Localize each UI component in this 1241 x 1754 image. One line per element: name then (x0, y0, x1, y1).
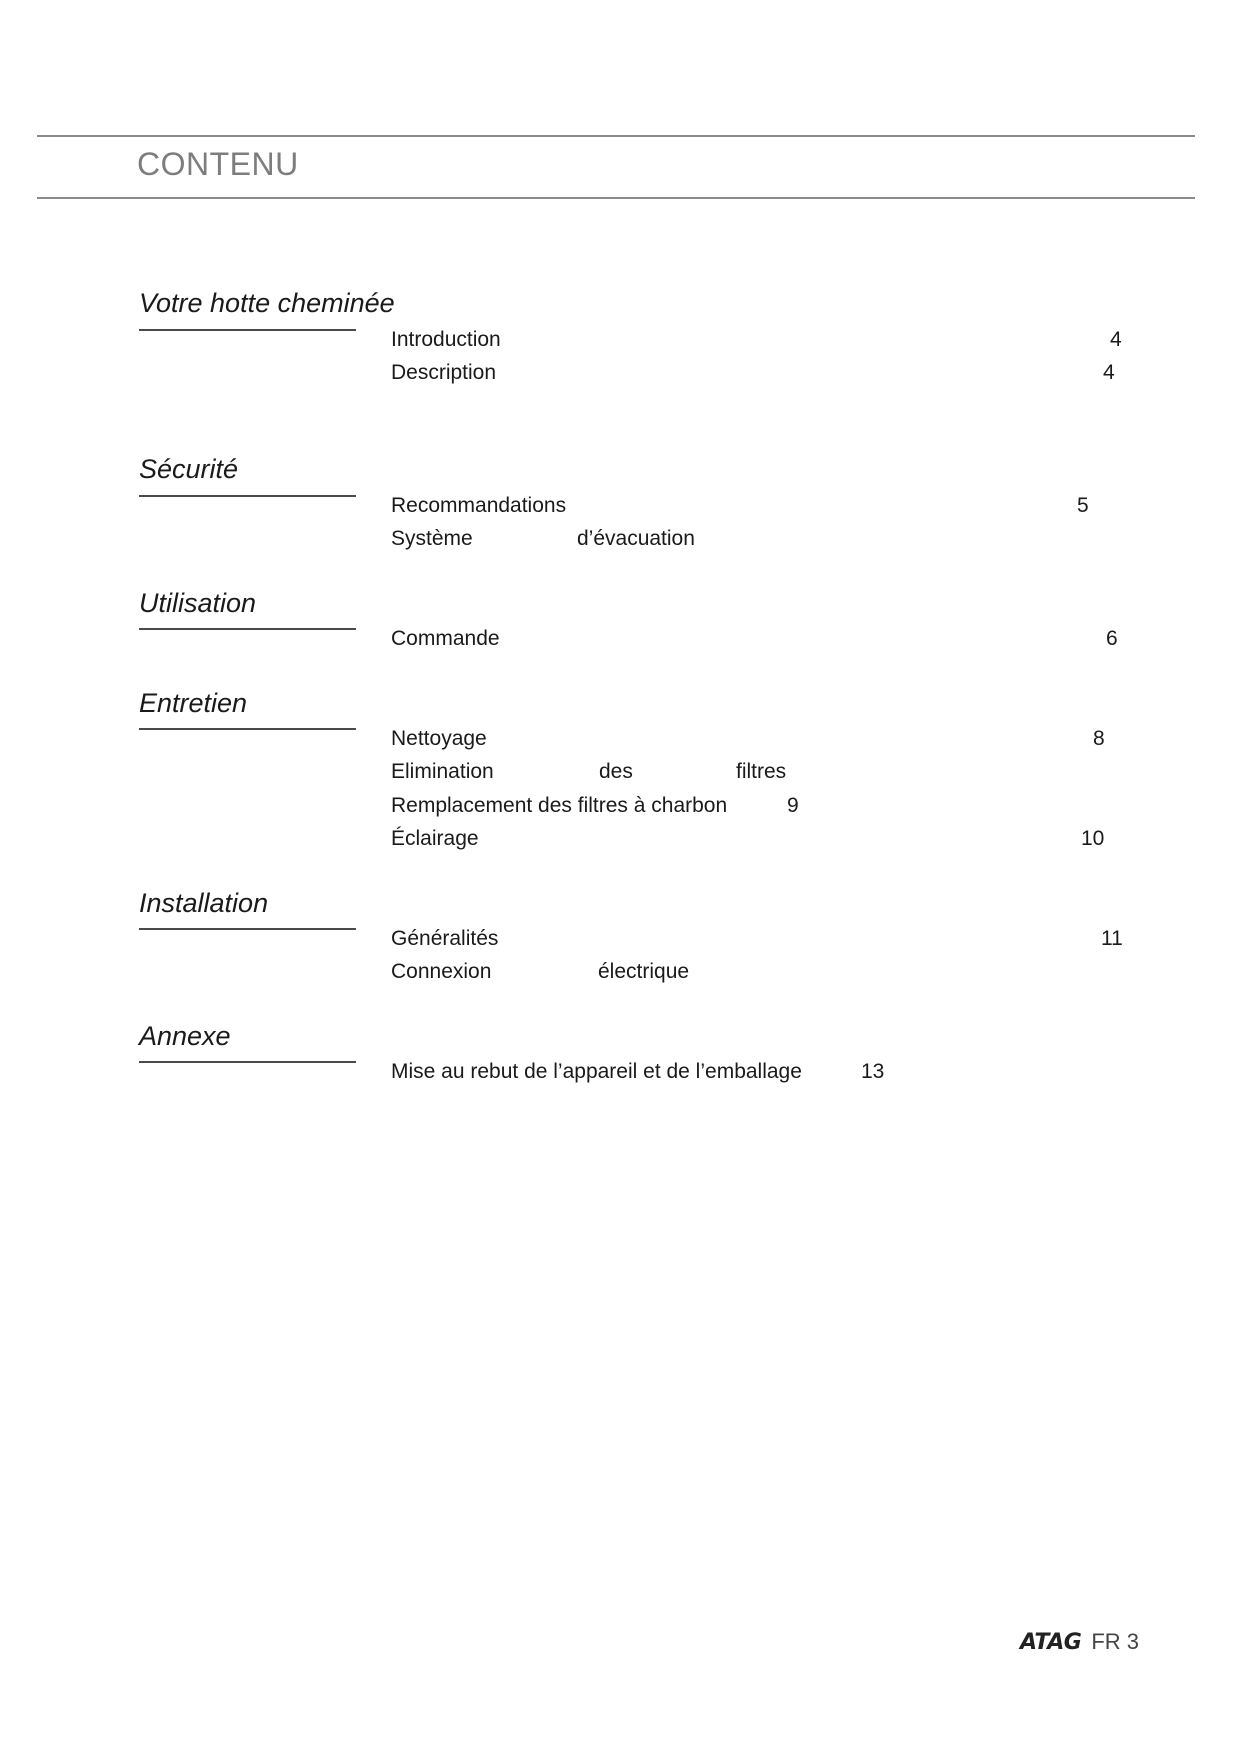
brand-logo: ATAG (1020, 1630, 1082, 1655)
page-number: 10 (1081, 827, 1105, 850)
toc-entry-eclairage[interactable]: Éclairage (391, 827, 479, 850)
entry-word: des (599, 760, 633, 783)
section-underline (139, 329, 356, 331)
header-top-rule (37, 135, 1195, 137)
section-title: Votre hotte cheminée (139, 288, 395, 318)
entry-word: Connexion (391, 960, 492, 983)
section-title: Installation (139, 888, 269, 918)
entry-word: filtres (736, 760, 787, 783)
toc-entry-description[interactable]: Description (391, 361, 497, 384)
section-underline (139, 928, 356, 930)
toc-entry-remplacement-filtres[interactable]: Remplacement des filtres à charbon (391, 794, 728, 817)
section-underline (139, 628, 356, 630)
page-number: 5 (1077, 494, 1089, 517)
page-number: 6 (1106, 627, 1118, 650)
section-title: Sécurité (139, 454, 239, 484)
page-number: 9 (787, 794, 799, 817)
page-footer (1020, 1629, 1139, 1655)
toc-entry-connexion-electrique[interactable] (391, 959, 690, 985)
entry-word: électrique (598, 960, 690, 983)
section-annexe (139, 1020, 231, 1052)
entry-word: Elimination (391, 760, 494, 783)
entry-word: d’évacuation (577, 527, 695, 550)
entry-word: Système (391, 527, 473, 550)
section-securite (139, 453, 238, 485)
toc-entry-recommandations[interactable]: Recommandations (391, 494, 567, 517)
page-number: 4 (1103, 361, 1115, 384)
section-installation (139, 887, 268, 919)
footer-page-label: FR 3 (1091, 1629, 1139, 1654)
section-votre-hotte (139, 287, 395, 319)
toc-entry-commande[interactable]: Commande (391, 627, 500, 650)
section-entretien (139, 687, 247, 719)
header-bottom-rule (37, 197, 1195, 199)
section-underline (139, 728, 356, 730)
toc-entry-nettoyage[interactable]: Nettoyage (391, 727, 487, 750)
page-number: 11 (1101, 927, 1123, 950)
page-number: 4 (1110, 328, 1122, 351)
section-title: Utilisation (139, 588, 257, 618)
page-title: CONTENU (137, 146, 299, 182)
toc-entry-mise-au-rebut[interactable]: Mise au rebut de l’appareil et de l’emballage (391, 1060, 802, 1083)
section-underline (139, 495, 356, 497)
section-title: Annexe (139, 1021, 231, 1051)
section-title: Entretien (139, 688, 248, 718)
toc-entry-systeme-evacuation[interactable] (391, 526, 695, 552)
toc-entry-generalites[interactable]: Généralités (391, 927, 499, 950)
toc-entry-elimination-filtres[interactable] (391, 759, 787, 785)
page-number: 13 (861, 1060, 885, 1083)
toc-entry-introduction[interactable]: Introduction (391, 328, 501, 351)
page-number: 8 (1093, 727, 1105, 750)
section-underline (139, 1061, 356, 1063)
section-utilisation (139, 587, 256, 619)
